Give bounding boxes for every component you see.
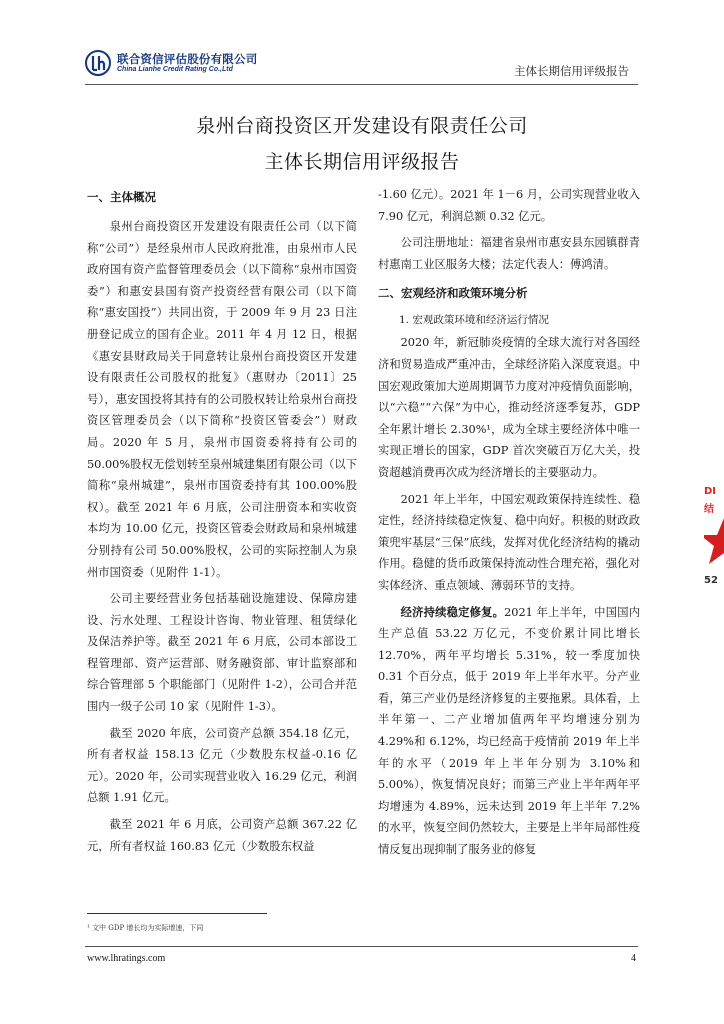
paragraph-continued: -1.60 亿元）。2021 年 1－6 月，公司实现营业收入 7.90 亿元，利润总额 0.32 亿元。 [378,188,640,223]
stamp-text-top: DI [704,486,717,497]
section-heading-overview: 一、主体概况 [87,190,156,204]
footnote-divider [87,913,267,914]
left-column [87,184,357,857]
footer-divider [85,946,638,947]
subsection-heading: 1. 宏观政策环境和经济运行情况 [399,314,549,327]
paragraph: 截至 2020 年底，公司资产总额 354.18 亿元，所有者权益 158.13 亿元（少数股东权益-0.16 亿元）。2020 年，公司实现营业收入 16.29 亿元，利润总额 1.91 亿元。 [87,726,357,805]
right-column [378,184,640,861]
lianhe-logo-icon [85,50,111,76]
paragraph: 泉州台商投资区开发建设有限责任公司（以下简称“公司”）是经泉州市人民政府批准，由泉州市人民政府国有资产监督管理委员会（以下简称“泉州市国资委”）和惠安县国有资产投资经营有限公司（以下简称“惠安国投”）共同出资，于 2009 年 9 月 23 日注册登记成立的国有企业。2011 年 4 月 12 日，根据《惠安县财政局关于同意转让泉州台商投资区开发建设有限责任公司股权的批复》（惠财办〔2011〕25 号），惠安国投将其持有的公司股权转让给泉州台商投资区管理委员会（以下简称“投资区管委会”）财政局。2020 年 5 月，泉州市国资委将持有公司的50.00%股权无偿划转至泉州城建集团有限公司（以下简称“泉州城建”，泉州市国资委持有其 100.00%股权）。截至 2021 年 6 月底，公司注册资本和实收资本均为 10.00 亿元，投资区管委会财政局和泉州城建分别持有公司 50.00%股权，公司的实际控制人为泉州市国资委（见附件 1-1）。 [87,220,357,579]
footer-url: www.lhratings.com [87,953,166,964]
company-name-cn: 联合资信评估股份有限公司 [117,52,258,66]
document-title: 泉州台商投资区开发建设有限责任公司 [196,115,528,137]
paragraph: 2021 年上半年，中国宏观政策保持连续性、稳定性，经济持续稳定恢复、稳中向好。积极的财政政策兜牢基层“三保”底线，发挥对优化经济结构的撬动作用。稳健的货币政策保持流动性合理充裕，强化对实体经济、重点领域、薄弱环节的支持。 [378,492,640,592]
paragraph-lead: 经济持续稳定修复。 [400,605,505,619]
header-divider [85,84,638,85]
company-name-en: China Lianhe Credit Rating Co.,Ltd [117,66,233,73]
paragraph-body: 2021 年上半年，中国国内生产总值 53.22 万亿元，不变价累计同比增长 12.70%，两年平均增长 5.31%，较一季度加快 0.31 个百分点，低于 2019 年上半年水平。分产业看，第三产业仍是经济修复的主要拖累。具体看，上半年第一、二产业增加值两年平均增速分别为 4.29%和 6.12%，均已经高于疫情前 2019 年上半年的水平（2019 年上半年分别为 3.10%和 5.00%），恢复情况良好；而第三产业上半年两年平均增速为 4.89%，远未达到 2019 年上半年 7.2%的水平，恢复空间仍然较大，主要是上半年局部性疫情反复出现抑制了服务业的修复 [378,605,640,857]
paragraph: 公司主要经营业务包括基础设施建设、保障房建设、污水处理、工程设计咨询、物业管理、租赁绿化及保洁养护等。截至 2021 年 6 月底，公司本部设工程管理部、资产运营部、财务融资部、审计监察部和综合管理部 5 个职能部门（见附件 1-2），公司合并范围内一级子公司 10 家（见附件 1-3）。 [87,592,357,714]
paragraph: 公司注册地址：福建省泉州市惠安县东园镇群青村惠南工业区服务大楼；法定代表人：傅鸿清。 [378,236,640,271]
red-stamp-mark [704,480,724,590]
paragraph [378,602,640,861]
stamp-text-mid: 结 [704,504,714,515]
document-subtitle: 主体长期信用评级报告 [264,151,460,173]
page-number: 4 [631,953,636,964]
section-heading-macro: 二、宏观经济和政策环境分析 [378,286,528,301]
footnote: ¹ 文中 GDP 增长均为实际增速，下同 [87,924,204,932]
paragraph: 2020 年，新冠肺炎疫情的全球大流行对各国经济和贸易造成严重冲击，全球经济陷入深度衰退。中国宏观政策加大逆周期调节力度对冲疫情负面影响，以“六稳”“六保”为中心，推动经济逐季复苏，GDP 全年累计增长 2.30%¹，成为全球主要经济体中唯一实现正增长的国家，GDP 首次突破百万亿大关，投资超越消费再次成为经济增长的主要驱动力。 [378,336,640,479]
header-report-type: 主体长期信用评级报告 [514,64,629,78]
paragraph: 截至 2021 年 6 月底，公司资产总额 367.22 亿元，所有者权益 160.83 亿元（少数股东权益 [87,818,357,853]
page-header [85,42,633,82]
stamp-text-bottom: 52 [704,575,718,586]
